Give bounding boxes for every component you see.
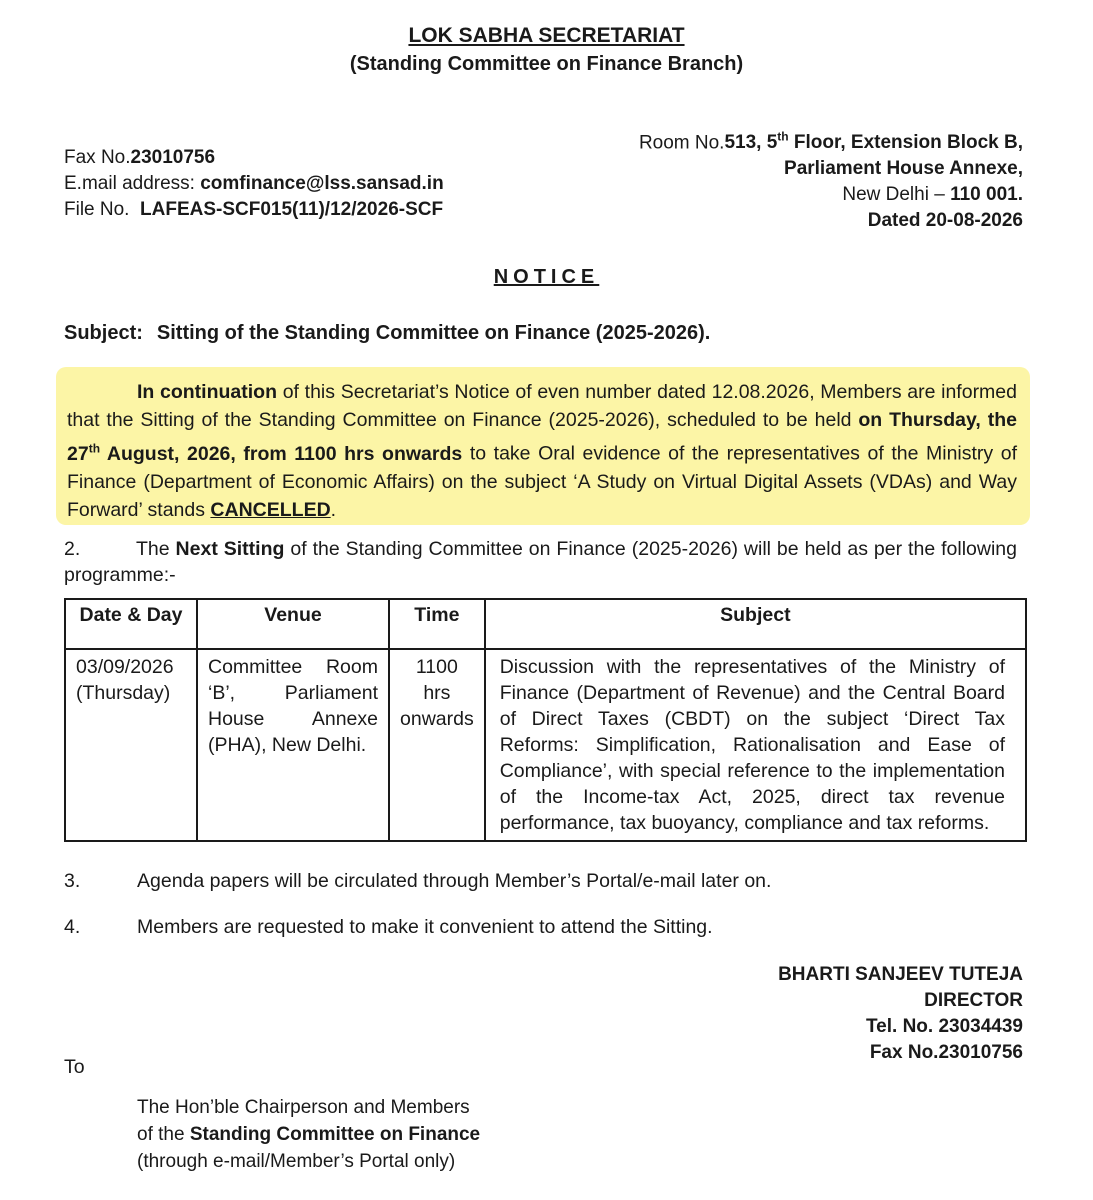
file-line: File No. LAFEAS-SCF015(11)/12/2026-SCF xyxy=(64,199,444,220)
fax-number: 23010756 xyxy=(130,147,216,168)
signatory-name: BHARTI SANJEEV TUTEJA xyxy=(778,964,1023,985)
to-label: To xyxy=(64,1056,85,1078)
date-line: Dated 20-08-2026 xyxy=(867,210,1023,232)
header-time: Time xyxy=(389,599,485,649)
email-address: comfinance@lss.sansad.in xyxy=(200,173,444,194)
header-date-day: Date & Day xyxy=(65,599,197,649)
address-block xyxy=(639,124,1023,234)
cell-subject: Discussion with the representatives of the Ministry of Finance (Department of Revenue) and the Central Board of Direct Taxes (CBDT) on the subject ‘Direct Tax Reforms: Simplification, Rationalisation and Ease of Compliance’, with special reference to the implementation of the Income-tax Act, 2025, direct tax revenue performance, tax buoyancy, compliance and tax reforms. xyxy=(485,649,1026,841)
document-header xyxy=(0,24,1093,48)
table-row xyxy=(65,649,1026,841)
cancellation-paragraph: In continuation of this Secretariat’s Notice of even number dated 12.08.2026, Members are informed that the Sitting of the Standing Committee on Finance (2025-2026), scheduled to be held on Thursday, the 27th August, 2026, from 1100 hrs onwards to take Oral evidence of the representatives of the Ministry of Finance (Department of Economic Affairs) on the subject ‘A Study on Virtual Digital Assets (VDAs) and Way Forward’ stands CANCELLED. xyxy=(67,381,1017,521)
cell-date: 03/09/2026 (Thursday) xyxy=(65,649,197,841)
point-4: 4. Members are requested to make it convenient to attend the Sitting. xyxy=(64,916,713,938)
cell-venue: Committee Room ‘B’, Parliament House Annexe (PHA), New Delhi. xyxy=(197,649,389,841)
file-number: LAFEAS-SCF015(11)/12/2026-SCF xyxy=(140,199,444,220)
building-line: Parliament House Annexe, xyxy=(784,158,1023,180)
header-subject: Subject xyxy=(485,599,1026,649)
notice-title: NOTICE xyxy=(493,266,600,288)
addressee-block: The Hon’ble Chairperson and Members of the Standing Committee on Finance (through e-mail/Member’s Portal only) xyxy=(137,1097,481,1172)
table-header-row xyxy=(65,599,1026,649)
fax-line: Fax No.23010756 xyxy=(64,147,216,168)
next-sitting-paragraph: 2. The Next Sitting of the Standing Committee on Finance (2025-2026) will be held as per the following programme:- xyxy=(64,538,1017,586)
room-line: Room No.513, 5th Floor, Extension Block B, xyxy=(638,130,1023,154)
contact-block xyxy=(64,145,444,223)
point-3: 3. Agenda papers will be circulated through Member’s Portal/e-mail later on. xyxy=(64,870,772,892)
programme-table xyxy=(64,598,1027,842)
signatory-fax: Fax No.23010756 xyxy=(869,1042,1023,1063)
signatory-designation: DIRECTOR xyxy=(924,990,1023,1011)
signatory-tel: Tel. No. 23034439 xyxy=(865,1016,1023,1037)
email-line: E.mail address: comfinance@lss.sansad.in xyxy=(64,173,444,194)
header-venue: Venue xyxy=(197,599,389,649)
cancelled-text: CANCELLED xyxy=(210,498,331,521)
city-line: New Delhi – 110 001. xyxy=(842,184,1023,206)
subject-label: Subject: xyxy=(64,322,143,344)
org-name: LOK SABHA SECRETARIAT xyxy=(408,24,685,47)
cell-time: 1100 hrs onwards xyxy=(389,649,485,841)
subject-text: Sitting of the Standing Committee on Finance (2025-2026). xyxy=(156,322,711,344)
subject-line xyxy=(64,322,710,345)
signature-block xyxy=(778,962,1023,1066)
branch-name: (Standing Committee on Finance Branch) xyxy=(349,53,744,75)
